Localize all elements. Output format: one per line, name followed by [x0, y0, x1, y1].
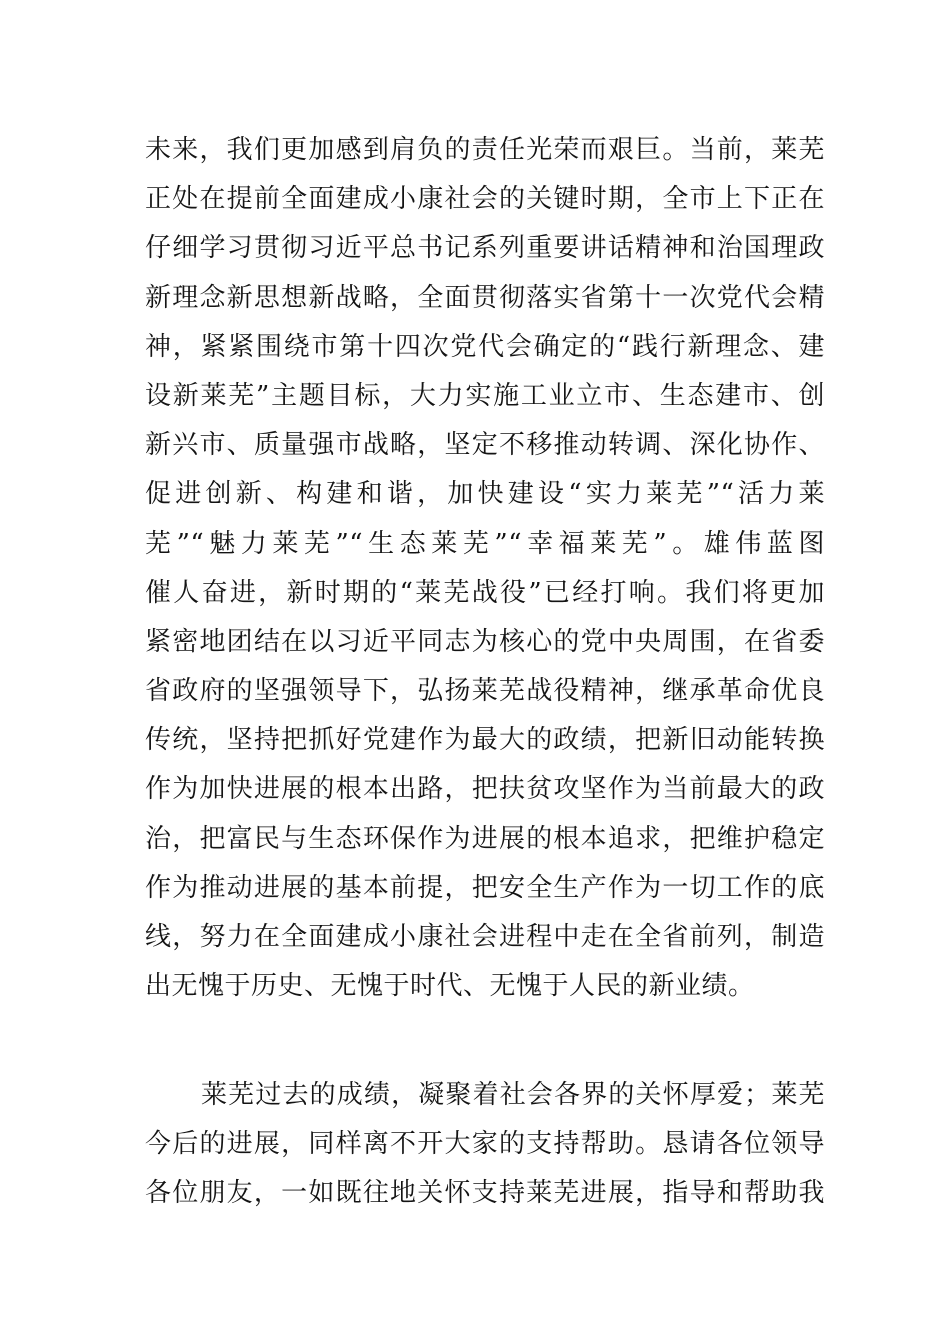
text-line: 作为加快进展的根本出路，把扶贫攻坚作为当前最大的政 [145, 774, 825, 805]
text-line: 出无愧于历史、无愧于时代、无愧于人民的新业绩。 [145, 971, 755, 1002]
text-line: 正处在提前全面建成小康社会的关键时期，全市上下正在 [145, 184, 825, 215]
text-line: 线，努力在全面建成小康社会进程中走在全省前列，制造 [145, 922, 825, 952]
text-line: 各位朋友，一如既往地关怀支持莱芜进展，指导和帮助我 [145, 1178, 825, 1209]
text-line: 治，把富民与生态环保作为进展的根本追求，把维护稳定 [145, 823, 825, 854]
body-paragraph-2 [145, 1071, 825, 1219]
text-line: 莱芜过去的成绩，凝聚着社会各界的关怀厚爱；莱芜 [201, 1080, 825, 1110]
text-line: 传统，坚持把抓好党建作为最大的政绩，把新旧动能转换 [145, 725, 825, 756]
text-line: 芜”“魅力莱芜”“生态莱芜”“幸福莱芜”。雄伟蓝图 [145, 528, 825, 559]
text-line: 设新莱芜”主题目标，大力实施工业立市、生态建市、创 [145, 380, 825, 411]
text-line: 新兴市、质量强市战略，坚定不移推动转调、深化协作、 [145, 430, 825, 461]
text-line: 促进创新、构建和谐，加快建设“实力莱芜”“活力莱 [145, 479, 825, 510]
text-line: 今后的进展，同样离不开大家的支持帮助。恳请各位领导 [145, 1129, 825, 1160]
text-line: 省政府的坚强领导下，弘扬莱芜战役精神，继承革命优良 [145, 676, 825, 707]
text-line: 作为推动进展的基本前提，把安全生产作为一切工作的底 [145, 872, 825, 903]
body-paragraph-1 [145, 126, 825, 1011]
text-line: 紧密地团结在以习近平同志为核心的党中央周围，在省委 [145, 626, 825, 657]
text-line: 新理念新思想新战略，全面贯彻落实省第十一次党代会精 [145, 282, 825, 313]
text-line: 催人奋进，新时期的“莱芜战役”已经打响。我们将更加 [145, 577, 825, 608]
text-line: 神，紧紧围绕市第十四次党代会确定的“践行新理念、建 [145, 331, 825, 362]
text-line: 未来，我们更加感到肩负的责任光荣而艰巨。当前，莱芜 [145, 135, 825, 165]
text-line: 仔细学习贯彻习近平总书记系列重要讲话精神和治国理政 [145, 233, 825, 264]
